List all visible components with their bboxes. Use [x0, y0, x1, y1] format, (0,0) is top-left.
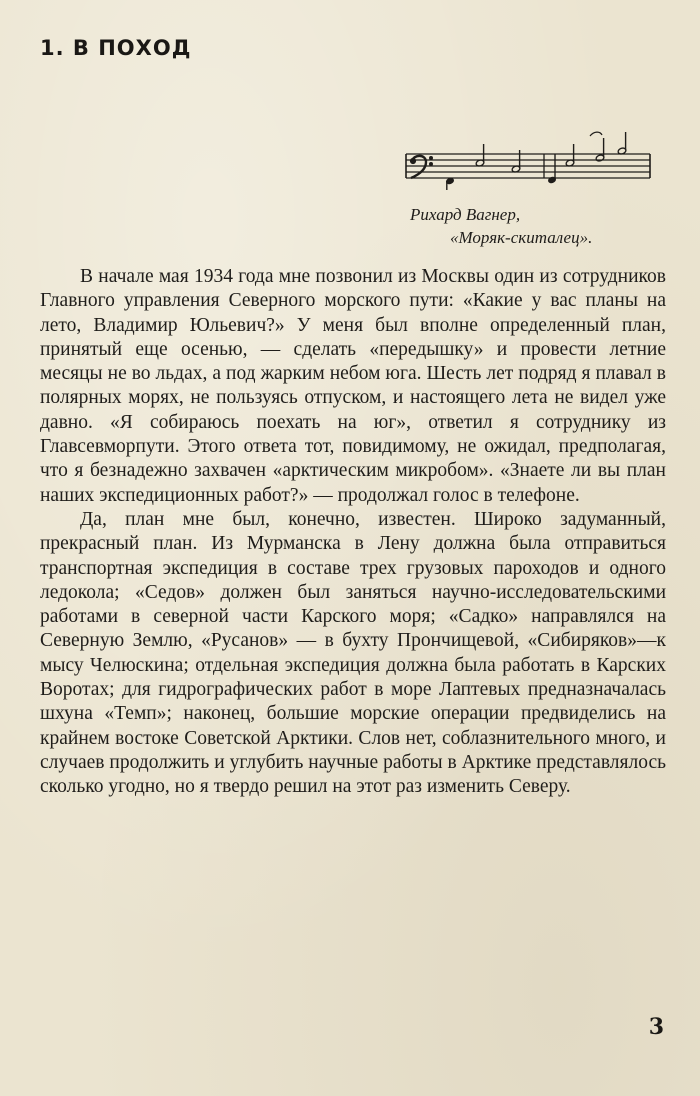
paragraph: В начале мая 1934 года мне позвонил из Москвы один из сотрудников Главного управления Северного морского пути: «Какие у вас планы на лето, Владимир Юльевич?» У меня был вполне определенный план, принятый еще осенью, — сделать «передышку» и провести летние месяцы не во льдах, а под жарким небом юга. Шесть лет подряд я плавал в полярных морях, не пользуясь отпуском, и настоящего лета не видел уже давно. «Я собираюсь поехать на юг», ответил я сотруднику из Главсевморпути. Этого ответа тот, повидимому, не ожидал, предполагая, что я безнадежно захвачен «арктическим микробом». «Знаете ли вы план наших экспедиционных работ?» — продолжал голос в телефоне.	[40, 266, 666, 506]
musical-notation-icon	[404, 128, 654, 190]
epigraph-work: «Моряк-скиталец».	[450, 228, 593, 247]
paragraph: Да, план мне был, конечно, известен. Широко задуманный, прекрасный план. Из Мурманска в Лену должна была отправиться транспортная экспедиция в составе трех грузовых пароходов и одного ледокола; «Седов» должен был заняться научно-исследовательскими работами в северной части Карского моря; «Садко» направлялся на Северную Землю, «Русанов» — в бухту Прончищевой, «Сибиряков»—к мысу Челюскина; отдельная экспедиция должна была работать в Карских Воротах; для гидрографических работ в море Лаптевых предназначалась шхуна «Темп»; наконец, большие морские операции предвиделись на крайнем востоке Советской Арктики. Слов нет, соблазнительного много, и случаев продолжить и углубить научные работы в Арктике представлялось сколько угодно, но я твердо решил на этот раз изменить Северу.	[40, 508, 666, 798]
page-number: 3	[648, 1014, 664, 1040]
epigraph-author: Рихард Вагнер,	[410, 205, 521, 224]
body-text	[40, 265, 666, 800]
chapter-title: 1. В ПОХОД	[40, 36, 192, 60]
epigraph	[380, 203, 640, 249]
